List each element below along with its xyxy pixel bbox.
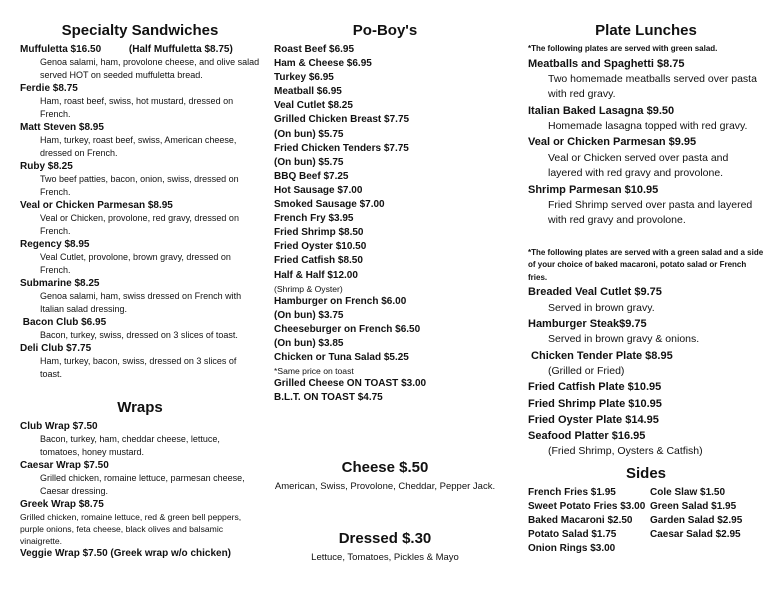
menu-note: Grilled chicken, romaine lettuce, red & green bell peppers, purple onions, feta cheese, black olives and balsamic vinaigrette.	[20, 512, 242, 546]
sides-list	[528, 486, 764, 556]
sides-heading: Sides	[625, 465, 667, 482]
menu-item: Meatball $6.95	[274, 86, 342, 98]
menu-item: Breaded Veal Cutlet $9.75	[528, 286, 662, 299]
menu-item: Matt Steven $8.95	[20, 122, 104, 133]
section-heading: Specialty Sandwiches	[61, 22, 219, 39]
menu-item: Ham & Cheese $6.95	[274, 58, 372, 70]
menu-item: French Fry $3.95	[274, 213, 354, 225]
menu-item: Grilled Cheese ON TOAST $3.00	[274, 378, 427, 390]
menu-item: Seafood Platter $16.95	[528, 430, 646, 443]
menu-item: (On bun) $3.75	[274, 309, 344, 321]
item-description: Bacon, turkey, swiss, dressed on 3 slices of toast.	[40, 330, 238, 340]
spacer	[528, 229, 764, 247]
section-heading: Wraps	[117, 399, 163, 416]
menu-item: Fried Oyster $10.50	[274, 241, 367, 253]
item-description: Genoa salami, ham, swiss dressed on French with Italian salad dressing.	[40, 291, 242, 314]
menu-item: (On bun) $5.75	[274, 156, 344, 168]
menu-item: Muffuletta $16.50 (Half Muffuletta $8.75)	[20, 44, 233, 55]
menu-item: Hamburger on French $6.00	[274, 295, 407, 307]
menu-item: Bacon Club $6.95	[20, 317, 107, 328]
menu-item: Turkey $6.95	[274, 72, 334, 84]
menu-item: Hot Sausage $7.00	[274, 184, 363, 196]
item-description: Served in brown gravy & onions.	[548, 333, 700, 346]
item-description: Two homemade meatballs served over pasta with red gravy.	[548, 72, 757, 101]
item-description: Veal or Chicken, provolone, red gravy, dressed on French.	[40, 213, 239, 236]
menu-note: Lettuce, Tomatoes, Pickles & Mayo	[311, 552, 459, 564]
side-item: Sweet Potato Fries $3.00	[528, 501, 646, 512]
menu-item: Shrimp Parmesan $10.95	[528, 183, 659, 196]
section-heading: Cheese $.50	[341, 459, 429, 477]
menu-item: Ruby $8.25	[20, 161, 73, 172]
menu-note: *The following plates are served with green salad.	[528, 44, 718, 53]
item-description: Ham, turkey, roast beef, swiss, American cheese, dressed on French.	[40, 135, 237, 158]
spacer	[274, 441, 496, 459]
item-description: Genoa salami, ham, provolone cheese, and olive salad served HOT on seeded muffuletta bread.	[40, 57, 260, 80]
menu-item: Club Wrap $7.50	[20, 421, 98, 432]
menu-item: B.L.T. ON TOAST $4.75	[274, 392, 383, 404]
item-description: Bacon, turkey, ham, cheddar cheese, lettuce, tomatoes, honey mustard.	[40, 434, 220, 457]
menu-item: (On bun) $5.75	[274, 128, 344, 140]
menu-item: (On bun) $3.85	[274, 337, 344, 349]
spacer	[20, 381, 260, 399]
section-heading: Plate Lunches	[595, 22, 697, 39]
specialty-sandwiches-wraps-column	[20, 22, 260, 560]
menu-item: Regency $8.95	[20, 239, 90, 250]
menu-item: Veal or Chicken Parmesan $9.95	[528, 136, 697, 149]
menu-item: Deli Club $7.75	[20, 343, 92, 354]
menu-item: Chicken Tender Plate $8.95	[528, 349, 673, 362]
menu-note: *Same price on toast	[274, 366, 354, 377]
menu-note: *The following plates are served with a green salad and a side of your choice of baked macaroni, potato salad or French fries.	[528, 247, 764, 282]
menu-item: Fried Chicken Tenders $7.75	[274, 142, 409, 154]
po-boys-column	[274, 22, 496, 565]
spacer	[274, 405, 496, 423]
side-item: Potato Salad $1.75	[528, 529, 617, 540]
side-item: Cole Slaw $1.50	[650, 487, 726, 498]
spacer	[274, 494, 496, 512]
menu-item: Italian Baked Lasagna $9.50	[528, 104, 675, 117]
menu-item: Greek Wrap $8.75	[20, 499, 104, 510]
menu-note: (Shrimp & Oyster)	[274, 283, 343, 294]
menu-item: Roast Beef $6.95	[274, 44, 355, 55]
side-item: Baked Macaroni $2.50	[528, 515, 633, 526]
item-description: Grilled chicken, romaine lettuce, parmesan cheese, Caesar dressing.	[40, 473, 245, 496]
section-heading: Dressed $.30	[338, 530, 432, 548]
menu-item: BBQ Beef $7.25	[274, 170, 349, 182]
item-description: Homemade lasagna topped with red gravy.	[548, 119, 748, 132]
menu-item: Chicken or Tuna Salad $5.25	[274, 351, 409, 363]
item-description: Ham, turkey, bacon, swiss, dressed on 3 slices of toast.	[40, 356, 237, 379]
menu-note: American, Swiss, Provolone, Cheddar, Pepper Jack.	[274, 481, 496, 493]
item-description: (Fried Shrimp, Oysters & Catfish)	[548, 445, 703, 458]
section-heading: Po-Boy's	[352, 22, 418, 39]
side-item: Garden Salad $2.95	[650, 515, 743, 526]
side-item: Caesar Salad $2.95	[650, 529, 741, 540]
menu-item: Half & Half $12.00	[274, 269, 358, 281]
item-description: (Grilled or Fried)	[548, 364, 625, 377]
side-item: Green Salad $1.95	[650, 501, 737, 512]
side-item: Onion Rings $3.00	[528, 543, 616, 554]
sides-section	[528, 465, 764, 556]
menu-item: Fried Catfish Plate $10.95	[528, 381, 662, 394]
menu-item: Fried Oyster Plate $14.95	[528, 413, 659, 426]
menu-item: Veal or Chicken Parmesan $8.95	[20, 200, 173, 211]
menu-item: Veggie Wrap $7.50 (Greek wrap w/o chicken)	[20, 548, 232, 559]
menu-item: Cheeseburger on French $6.50	[274, 323, 421, 335]
menu-item: Ferdie $8.75	[20, 83, 78, 94]
item-description: Ham, roast beef, swiss, hot mustard, dressed on French.	[40, 96, 234, 119]
item-description: Fried Shrimp served over pasta and layered with red gravy and provolone.	[548, 198, 753, 227]
spacer	[274, 512, 496, 530]
menu-item: Fried Shrimp Plate $10.95	[528, 397, 662, 410]
menu-item: Smoked Sausage $7.00	[274, 199, 385, 211]
menu-item: Fried Catfish $8.50	[274, 255, 363, 267]
spacer	[274, 423, 496, 441]
menu-item: Veal Cutlet $8.25	[274, 100, 353, 112]
menu-item: Meatballs and Spaghetti $8.75	[528, 57, 685, 70]
item-description: Veal or Chicken served over pasta and layered with red gravy and provolone.	[548, 151, 729, 180]
menu-item: Fried Shrimp $8.50	[274, 227, 364, 239]
menu-item: Submarine $8.25	[20, 278, 100, 289]
menu-item: Grilled Chicken Breast $7.75	[274, 114, 410, 126]
menu-item: Caesar Wrap $7.50	[20, 460, 109, 471]
item-description: Served in brown gravy.	[548, 301, 655, 314]
item-description: Two beef patties, bacon, onion, swiss, dressed on French.	[40, 174, 239, 197]
side-item: French Fries $1.95	[528, 487, 616, 498]
plate-lunches-column	[528, 22, 764, 460]
item-description: Veal Cutlet, provolone, brown gravy, dressed on French.	[40, 252, 231, 275]
menu-item: Hamburger Steak$9.75	[528, 318, 647, 331]
